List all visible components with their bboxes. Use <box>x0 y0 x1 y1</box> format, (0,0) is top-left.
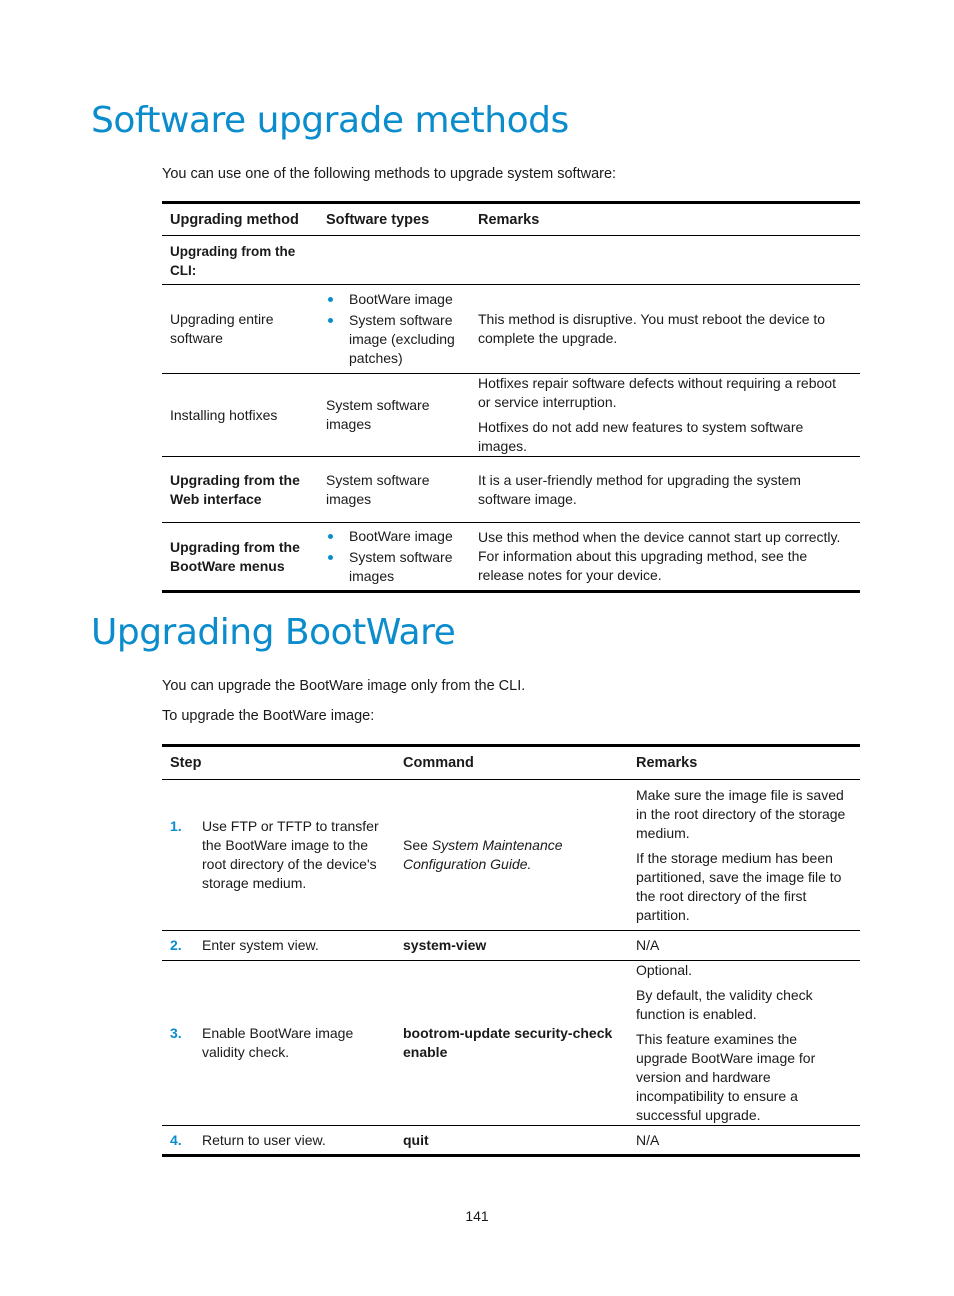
section-title-upgrading-bootware: Upgrading BootWare <box>91 612 456 653</box>
remark-text: Hotfixes repair software defects without requiring a reboot or service interruption. <box>478 375 836 410</box>
list-item: BootWare image <box>326 290 462 309</box>
command-prefix: See <box>403 837 432 853</box>
table-row <box>162 374 860 457</box>
list-item: System software images <box>326 548 462 586</box>
types-cell <box>318 285 470 374</box>
remark-text: N/A <box>636 1131 660 1148</box>
step-number: 1. <box>170 818 182 834</box>
table-row <box>162 1126 860 1156</box>
method-cell: Upgrading from the Web interface <box>170 471 300 507</box>
types-cell: System software images <box>326 397 430 432</box>
remark-text: Optional. <box>636 962 693 978</box>
remark-text: This feature examines the upgrade BootWare image for version and hardware incompatibility to ensure a successful upgrade. <box>636 1031 816 1123</box>
column-header: Remarks <box>628 746 860 780</box>
command-cell <box>395 780 628 931</box>
step-number: 2. <box>170 937 182 953</box>
list-item: System software image (excluding patches) <box>326 311 462 368</box>
method-cell: Upgrading from the BootWare menus <box>170 538 300 574</box>
remark-text: If the storage medium has been partitioned, save the image file to the root directory of the first partition. <box>636 849 842 923</box>
step-text: Use FTP or TFTP to transfer the BootWare image to the root directory of the device's storage medium. <box>202 818 379 891</box>
remark-text: Hotfixes do not add new features to system software images. <box>478 419 804 454</box>
remarks-cell <box>470 285 860 374</box>
bootware-procedure-lead: To upgrade the BootWare image: <box>162 708 375 724</box>
remarks-cell <box>628 931 860 961</box>
step-cell <box>162 931 395 961</box>
remarks-cell <box>470 523 860 592</box>
section-label-cli: Upgrading from the CLI: <box>170 244 296 278</box>
guide-reference: System Maintenance Configuration Guide <box>403 837 563 872</box>
remark-text: By default, the validity check function is enabled. <box>636 987 813 1022</box>
step-cell <box>162 1126 395 1156</box>
bootware-steps-table <box>162 744 860 1157</box>
remarks-cell <box>470 457 860 523</box>
table-row <box>162 523 860 592</box>
remark-text: Make sure the image file is saved in the root directory of the storage medium. <box>636 786 846 841</box>
methods-intro: You can use one of the following methods to upgrade system software: <box>162 166 617 182</box>
step-cell <box>162 961 395 1126</box>
column-header: Upgrading method <box>162 203 318 236</box>
table-row <box>162 961 860 1126</box>
step-cell <box>162 780 395 931</box>
types-cell <box>318 523 470 592</box>
column-header: Software types <box>318 203 470 236</box>
command-suffix: . <box>527 856 532 872</box>
remark-text: N/A <box>636 937 660 953</box>
table-row <box>162 780 860 931</box>
table-header-row <box>162 203 860 236</box>
column-header: Command <box>395 746 628 780</box>
command-cell: bootrom-update security-check enable <box>403 1025 613 1060</box>
column-header: Remarks <box>470 203 860 236</box>
remarks-cell <box>628 1126 860 1156</box>
section-title-upgrade-methods: Software upgrade methods <box>91 100 569 141</box>
table-row <box>162 285 860 374</box>
table-row <box>162 457 860 523</box>
step-number: 4. <box>170 1131 182 1148</box>
remarks-cell <box>628 780 860 931</box>
command-cell: quit <box>403 1131 429 1148</box>
table-row <box>162 931 860 961</box>
method-cell: Installing hotfixes <box>170 406 278 423</box>
remarks-cell <box>628 961 860 1126</box>
step-text: Return to user view. <box>202 1131 326 1148</box>
command-cell: system-view <box>403 937 487 953</box>
upgrade-methods-table <box>162 201 860 593</box>
table-header-row <box>162 746 860 780</box>
remark-text: It is a user-friendly method for upgrading the system software image. <box>478 471 801 507</box>
step-text: Enable BootWare image validity check. <box>202 1025 354 1060</box>
method-cell: Upgrading entire software <box>170 311 274 346</box>
types-cell: System software images <box>326 471 430 507</box>
remark-text: Use this method when the device cannot start up correctly. For information about this upgrading method, see the release notes for your device. <box>478 529 841 583</box>
list-item: BootWare image <box>326 527 462 546</box>
column-header: Step <box>162 746 395 780</box>
remarks-cell <box>470 374 860 457</box>
table-section-row <box>162 236 860 285</box>
page-number: 141 <box>465 1208 489 1224</box>
step-number: 3. <box>170 1025 182 1041</box>
remark-text: This method is disruptive. You must reboot the device to complete the upgrade. <box>478 311 826 346</box>
bootware-intro: You can upgrade the BootWare image only from the CLI. <box>162 678 526 694</box>
step-text: Enter system view. <box>202 937 319 953</box>
